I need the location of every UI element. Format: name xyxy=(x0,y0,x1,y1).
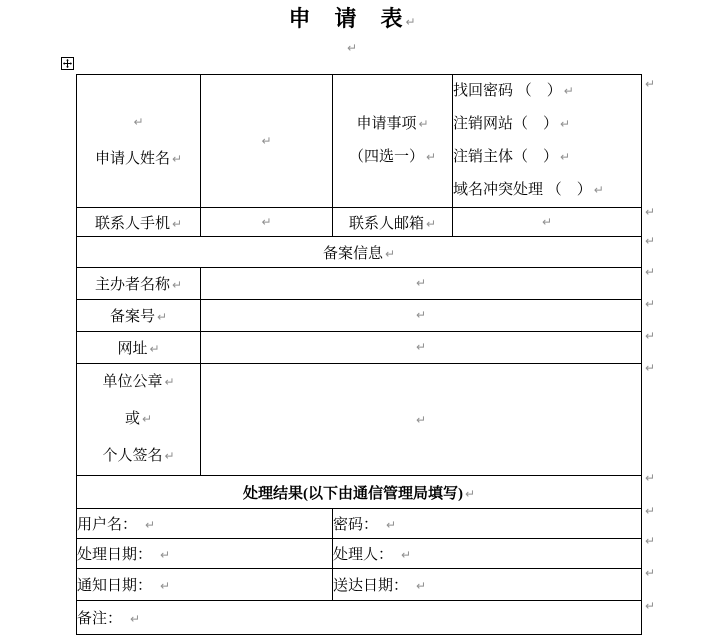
table-row xyxy=(77,569,642,601)
row-end-mark-icon: ↵ xyxy=(645,471,656,485)
paragraph-mark-icon: ↵ xyxy=(384,246,396,261)
seal-signature-input-cell[interactable] xyxy=(201,364,642,476)
result-header-cell xyxy=(77,476,642,509)
seal-label-line3: 个人签名 xyxy=(102,448,163,464)
paragraph-mark-icon: ↵ xyxy=(164,449,175,463)
paragraph-mark-icon: ↵ xyxy=(145,518,156,532)
table-row xyxy=(77,300,642,332)
row-end-mark-icon: ↵ xyxy=(645,297,656,311)
table-row xyxy=(77,539,642,569)
table-row xyxy=(77,237,642,268)
paragraph-mark-icon: ↵ xyxy=(171,216,183,231)
application-matter-label-cell xyxy=(333,75,453,208)
matter-label-line1: 申请事项 xyxy=(356,116,417,132)
paragraph-mark-icon: ↵ xyxy=(593,183,604,197)
row-end-mark-icon: ↵ xyxy=(645,77,656,91)
process-date-label: 处理日期： xyxy=(77,547,153,563)
contact-email-label-cell xyxy=(333,208,453,237)
delivery-date-label: 送达日期： xyxy=(333,578,409,594)
applicant-name-label: 申请人姓名 xyxy=(94,151,170,167)
organizer-name-label-cell xyxy=(77,268,201,300)
contact-email-input-cell[interactable] xyxy=(453,208,642,237)
table-row xyxy=(77,509,642,539)
paragraph-mark-icon: ↵ xyxy=(401,548,412,562)
paragraph-mark-icon: ↵ xyxy=(541,214,553,229)
paragraph-mark-icon: ↵ xyxy=(416,579,427,593)
contact-phone-label-cell xyxy=(77,208,201,237)
option-cancel-website[interactable]: 注销网站（ ） ↵ xyxy=(453,116,571,132)
page-title-text: 申 请 表 xyxy=(288,6,404,31)
record-number-label-cell xyxy=(77,300,201,332)
website-input-cell[interactable] xyxy=(201,332,642,364)
table-row xyxy=(77,332,642,364)
process-date-cell[interactable] xyxy=(77,539,333,569)
row-end-mark-icon: ↵ xyxy=(645,234,656,248)
record-info-header: 备案信息 xyxy=(322,245,383,262)
row-end-mark-icon: ↵ xyxy=(645,599,656,613)
seal-label-line1: 单位公章 xyxy=(102,374,163,390)
applicant-name-label-cell xyxy=(77,75,201,208)
paragraph-mark-icon: ↵ xyxy=(133,115,144,129)
processor-cell[interactable] xyxy=(333,539,642,569)
table-row xyxy=(77,476,642,509)
organizer-name-label: 主办者名称 xyxy=(94,277,170,293)
contact-phone-input-cell[interactable] xyxy=(201,208,333,237)
organizer-name-input-cell[interactable] xyxy=(201,268,642,300)
paragraph-mark-icon: ↵ xyxy=(171,278,183,292)
record-info-header-cell xyxy=(77,237,642,268)
paragraph-mark-icon: ↵ xyxy=(261,134,272,148)
notify-date-cell[interactable] xyxy=(77,569,333,601)
paragraph-mark-icon: ↵ xyxy=(415,276,427,290)
paragraph-mark-icon: ↵ xyxy=(418,117,429,131)
paragraph-mark-icon: ↵ xyxy=(405,15,416,29)
table-row xyxy=(77,364,642,476)
table-row xyxy=(77,601,642,635)
table-row xyxy=(77,208,642,237)
record-number-input-cell[interactable] xyxy=(201,300,642,332)
paragraph-mark-icon: ↵ xyxy=(563,84,574,98)
paragraph-mark-icon: ↵ xyxy=(560,150,571,164)
paragraph-mark-icon: ↵ xyxy=(415,340,427,354)
paragraph-mark-icon: ↵ xyxy=(425,216,437,231)
remarks-label: 备注： xyxy=(77,611,123,627)
paragraph-mark-icon: ↵ xyxy=(160,579,171,593)
username-label: 用户名： xyxy=(77,517,138,533)
paragraph-mark-icon: ↵ xyxy=(560,117,571,131)
applicant-name-input-cell[interactable] xyxy=(201,75,333,208)
paragraph-mark-icon: ↵ xyxy=(164,375,175,389)
website-label-cell xyxy=(77,332,201,364)
matter-label-line2: （四选一） xyxy=(348,149,424,165)
table-row xyxy=(77,268,642,300)
notify-date-label: 通知日期： xyxy=(77,578,153,594)
row-end-mark-icon: ↵ xyxy=(645,534,656,548)
paragraph-mark-icon: ↵ xyxy=(160,548,171,562)
paragraph-mark-icon: ↵ xyxy=(415,308,427,322)
option-retrieve-password[interactable]: 找回密码 （ ） ↵ xyxy=(453,83,574,99)
row-end-mark-icon: ↵ xyxy=(645,566,656,580)
paragraph-mark-icon: ↵ xyxy=(386,518,397,532)
row-end-mark-icon: ↵ xyxy=(645,361,656,375)
table-row xyxy=(77,75,642,208)
paragraph-mark-icon: ↵ xyxy=(130,612,141,626)
password-cell[interactable] xyxy=(333,509,642,539)
remarks-cell[interactable] xyxy=(77,601,642,635)
table-move-handle[interactable] xyxy=(61,57,74,70)
option-domain-conflict[interactable]: 域名冲突处理 （ ） ↵ xyxy=(453,182,604,198)
contact-phone-label: 联系人手机 xyxy=(94,215,170,232)
move-arrows-icon xyxy=(63,59,72,68)
paragraph-mark-icon: ↵ xyxy=(171,152,183,166)
password-label: 密码： xyxy=(333,517,379,533)
seal-or-signature-label-cell xyxy=(77,364,201,476)
contact-email-label: 联系人邮箱 xyxy=(348,215,424,232)
paragraph-mark-icon: ↵ xyxy=(464,486,476,501)
paragraph-mark-icon: ↵ xyxy=(156,310,168,324)
paragraph-mark-icon: ↵ xyxy=(149,342,160,356)
processor-label: 处理人： xyxy=(333,547,394,563)
row-end-mark-icon: ↵ xyxy=(645,205,656,219)
paragraph-mark-icon: ↵ xyxy=(141,412,153,426)
paragraph-mark-icon: ↵ xyxy=(261,214,272,229)
record-number-label: 备案号 xyxy=(109,309,155,325)
username-cell[interactable] xyxy=(77,509,333,539)
paragraph-mark-icon: ↵ xyxy=(346,41,358,55)
paragraph-mark-icon: ↵ xyxy=(415,412,427,427)
paragraph-mark-icon: ↵ xyxy=(425,150,437,164)
row-end-mark-icon: ↵ xyxy=(645,265,656,279)
matter-options-cell xyxy=(453,75,642,208)
row-end-mark-icon: ↵ xyxy=(645,329,656,343)
seal-label-line2: 或 xyxy=(124,411,140,427)
application-form-table xyxy=(76,74,642,635)
option-cancel-subject[interactable]: 注销主体（ ） ↵ xyxy=(453,149,571,165)
result-header: 处理结果(以下由通信管理局填写) xyxy=(242,485,463,502)
delivery-date-cell[interactable] xyxy=(333,569,642,601)
empty-paragraph xyxy=(0,41,704,55)
website-label: 网址 xyxy=(117,341,148,357)
row-end-mark-icon: ↵ xyxy=(645,504,656,518)
page-title xyxy=(0,6,704,35)
